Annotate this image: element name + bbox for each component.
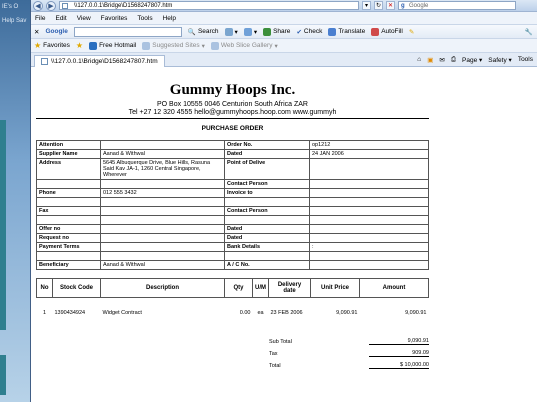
info-label — [37, 180, 101, 189]
search-button[interactable] — [188, 28, 219, 36]
info-value: Aanad & Withwal — [101, 261, 225, 270]
subtotal-row — [269, 336, 429, 348]
table-cell: 9,090.91 — [405, 309, 427, 316]
info-label — [225, 216, 310, 225]
info-label — [37, 198, 101, 207]
web-slice-gallery-link[interactable]: Web Slice Gallery ▾ — [211, 42, 278, 50]
info-value: op1212 — [310, 141, 429, 150]
info-label: Attention — [37, 141, 101, 150]
info-label: Fax — [37, 207, 101, 216]
forward-button[interactable]: ▶ — [46, 1, 56, 11]
company-name: Gummy Hoops Inc. — [169, 82, 296, 98]
autofill-button-label: AutoFill — [381, 28, 403, 35]
tools-menu[interactable] — [518, 56, 533, 63]
info-label: Dated — [225, 150, 310, 159]
menu-view[interactable]: View — [76, 14, 91, 22]
google-logo: Google — [45, 28, 68, 35]
info-row — [37, 150, 429, 159]
info-row — [37, 159, 429, 180]
add-button[interactable]: ▾ — [244, 28, 257, 36]
info-value — [101, 225, 225, 234]
table-cell: 9,090.91 — [336, 309, 358, 316]
bookmark-icon — [225, 28, 233, 36]
home-icon[interactable]: ⌂ — [417, 56, 422, 63]
info-label: Request no — [37, 234, 101, 243]
info-label: Contact Person — [225, 180, 310, 189]
info-row — [37, 180, 429, 189]
translate-icon — [328, 28, 336, 36]
purchase-order-document — [36, 82, 429, 372]
info-row — [37, 252, 429, 261]
info-value — [310, 216, 429, 225]
address-dropdown-icon[interactable]: ▾ — [362, 1, 371, 10]
column-header: Amount — [360, 279, 429, 298]
stop-icon[interactable]: ✕ — [387, 3, 394, 9]
column-header: No — [37, 279, 53, 298]
suggested-sites-icon — [142, 42, 150, 50]
menu-file[interactable]: File — [35, 14, 46, 22]
info-label: Payment Terms — [37, 243, 101, 252]
info-value — [310, 225, 429, 234]
translate-button-label: Translate — [338, 28, 366, 35]
live-search-placeholder: Google — [409, 3, 429, 9]
total-value: $ 10,000.00 — [369, 362, 429, 369]
tab-title: \\127.0.0.1\Bridge\D1568247807.htm — [51, 57, 158, 65]
menu-tools[interactable]: Tools — [137, 14, 153, 22]
check-button[interactable] — [296, 28, 322, 36]
tab-bar — [31, 53, 537, 67]
address-bar-row — [31, 0, 537, 12]
info-label: Phone — [37, 189, 101, 198]
plus-icon — [244, 28, 252, 36]
tax-value: 909.09 — [369, 350, 429, 357]
column-header: Delivery date — [269, 279, 311, 298]
column-header: Qty — [225, 279, 253, 298]
info-row — [37, 216, 429, 225]
favorites-bar — [31, 39, 537, 53]
info-label: Supplier Name — [37, 150, 101, 159]
info-row — [37, 141, 429, 150]
info-value: 012 555 3432 — [101, 189, 225, 198]
pencil-icon[interactable]: ✎ — [408, 28, 415, 36]
bookmark-button[interactable]: ▾ — [225, 28, 238, 36]
mail-icon[interactable]: ✉ — [439, 56, 445, 64]
table-cell: 0.00 — [239, 309, 251, 316]
check-button-label: Check — [303, 28, 323, 35]
header-rule — [36, 118, 429, 119]
info-value — [310, 252, 429, 261]
close-toolbar-icon[interactable]: ✕ — [34, 28, 40, 36]
hotmail-link[interactable] — [89, 42, 136, 50]
table-cell: ea — [257, 309, 264, 316]
info-value: Aanad & Withwal — [101, 150, 225, 159]
info-label: Invoice to — [225, 189, 310, 198]
menu-bar — [31, 12, 537, 25]
page-content — [31, 67, 537, 402]
favorites-label: Favorites — [43, 42, 70, 49]
company-address: PO Box 10555 0046 Centurion South Africa ZAR — [157, 101, 308, 108]
share-icon — [263, 28, 271, 36]
info-label: Order No. — [225, 141, 310, 150]
google-search-input[interactable] — [74, 27, 182, 37]
table-row — [37, 308, 429, 318]
feeds-icon[interactable]: ▣ — [427, 56, 434, 64]
info-value: 5645 Albuquerque Drive, Blue Hills, Rasuna Said Kav JA-1, 1260 Central Singapore, Wherever — [101, 159, 225, 180]
tools-menu-label: Tools — [517, 56, 533, 63]
hotmail-icon — [89, 42, 97, 50]
info-label: Beneficiary — [37, 261, 101, 270]
table-cell: 1 — [42, 309, 47, 316]
side-strip — [0, 120, 6, 330]
subtotal-label: Sub Total — [269, 338, 292, 345]
tab-page-icon — [41, 58, 48, 65]
table-cell: 23 FEB 2006 — [270, 309, 303, 316]
total-label: Total — [269, 362, 281, 369]
info-label: Contact Person — [225, 207, 310, 216]
info-value — [310, 198, 429, 207]
menu-favorites[interactable]: Favorites — [100, 14, 128, 22]
info-label: Offer no — [37, 225, 101, 234]
table-cell: Widget Contract — [102, 309, 142, 316]
star-icon: ★ — [34, 41, 42, 50]
desktop-background — [0, 0, 30, 402]
browser-window — [30, 0, 537, 402]
info-value — [310, 207, 429, 216]
print-icon[interactable]: ⎙ — [450, 55, 457, 63]
info-value — [101, 234, 225, 243]
info-label — [225, 198, 310, 207]
info-value — [101, 252, 225, 261]
search-button-label: Search — [197, 28, 219, 35]
suggested-sites-label: Suggested Sites — [152, 42, 200, 49]
company-contact: Tel +27 12 320 4555 hello@gummyhoops.hoop.com www.gummyh — [128, 109, 337, 116]
page-menu[interactable]: Page ▾ — [462, 56, 483, 64]
subtotal-value: 9,090.91 — [369, 338, 429, 345]
info-value — [310, 234, 429, 243]
info-row — [37, 189, 429, 198]
info-value — [101, 243, 225, 252]
web-slice-label: Web Slice Gallery — [220, 42, 273, 49]
info-label: Point of Delive — [225, 159, 310, 180]
favorites-button[interactable] — [34, 41, 70, 50]
info-value — [310, 159, 429, 180]
add-favorite-icon[interactable]: ★ — [75, 41, 84, 50]
autofill-button[interactable] — [371, 28, 403, 36]
side-strip-bottom — [0, 355, 6, 395]
info-value — [310, 180, 429, 189]
column-header: Description — [101, 279, 225, 298]
total-row — [269, 360, 429, 372]
info-label: Dated — [225, 234, 310, 243]
info-row — [37, 207, 429, 216]
translate-button[interactable] — [328, 28, 365, 36]
info-value: 24 JAN 2006 — [310, 150, 429, 159]
live-search-input[interactable] — [398, 1, 516, 10]
totals-block — [269, 336, 429, 372]
autofill-icon — [371, 28, 379, 36]
tax-row — [269, 348, 429, 360]
share-button-label: Share — [273, 28, 291, 35]
info-row — [37, 261, 429, 270]
info-value — [101, 180, 225, 189]
desktop-label: IE's O — [2, 4, 19, 10]
info-label — [225, 252, 310, 261]
address-text: \\127.0.0.1\Bridge\D1568247807.htm — [74, 3, 173, 9]
po-info-table — [36, 140, 429, 270]
hotmail-label: Free Hotmail — [99, 42, 137, 49]
info-row — [37, 198, 429, 207]
google-toolbar — [31, 25, 537, 39]
address-field[interactable] — [59, 1, 359, 10]
po-title: PURCHASE ORDER — [201, 125, 264, 132]
page-menu-label: Page — [462, 56, 478, 64]
safety-menu[interactable]: Safety ▾ — [488, 56, 512, 64]
wrench-icon[interactable]: 🔧 — [524, 28, 533, 36]
column-header: Stock Code — [53, 279, 101, 298]
info-label: Bank Details — [225, 243, 310, 252]
info-value — [101, 207, 225, 216]
column-header: Unit Price — [311, 279, 360, 298]
menu-help[interactable]: Help — [162, 14, 176, 22]
info-value — [101, 198, 225, 207]
tab-document[interactable] — [34, 55, 165, 67]
info-value — [101, 141, 225, 150]
page-icon — [62, 3, 68, 9]
info-value: : — [310, 243, 429, 252]
suggested-sites-link[interactable]: Suggested Sites ▾ — [142, 42, 205, 50]
info-label: Dated — [225, 225, 310, 234]
table-cell: 1390434924 — [54, 309, 86, 316]
google-search-icon: g — [401, 3, 405, 9]
info-row — [37, 234, 429, 243]
tax-label: Tax — [269, 350, 278, 357]
safety-menu-label: Safety — [488, 56, 507, 64]
info-row — [37, 225, 429, 234]
info-label — [37, 216, 101, 225]
info-value — [101, 216, 225, 225]
info-label — [37, 252, 101, 261]
menu-edit[interactable]: Edit — [55, 14, 67, 22]
share-button[interactable] — [263, 28, 290, 36]
back-button[interactable]: ◀ — [33, 1, 43, 11]
info-label: Address — [37, 159, 101, 180]
check-icon: ✔ — [296, 28, 302, 36]
search-icon: 🔍 — [187, 28, 196, 36]
info-label: A / C No. — [225, 261, 310, 270]
column-header: U/M — [253, 279, 269, 298]
info-row — [37, 243, 429, 252]
web-slice-icon — [211, 42, 219, 50]
info-value — [310, 189, 429, 198]
desktop-help-label: Help Sav — [2, 18, 27, 24]
refresh-icon[interactable]: ↻ — [375, 3, 382, 9]
info-value — [310, 261, 429, 270]
line-items-table — [36, 278, 429, 318]
